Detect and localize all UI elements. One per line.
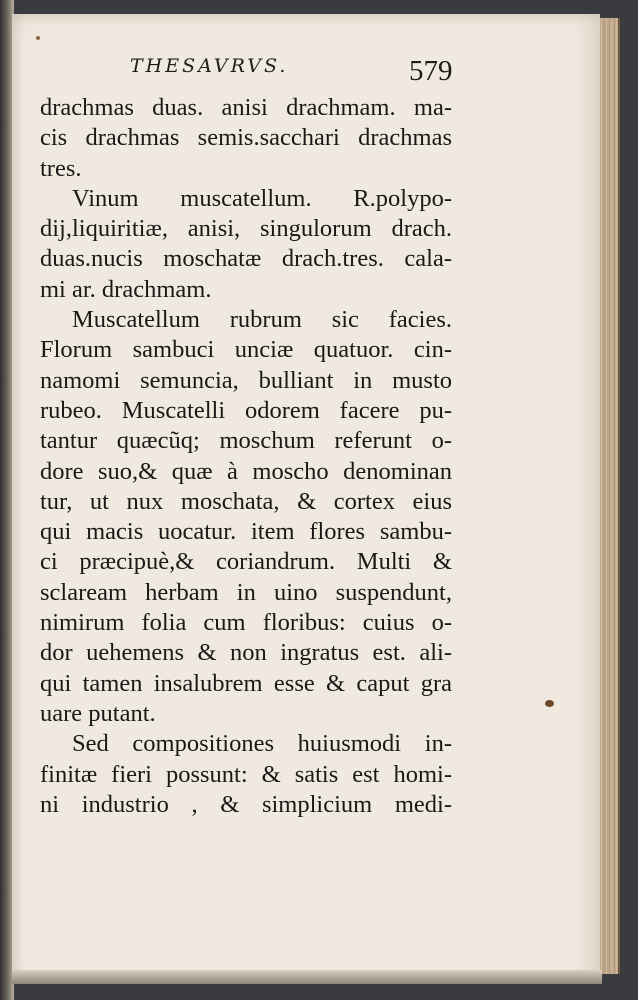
text-line: tantur quæcũq; moschum referunt o-: [40, 427, 452, 455]
text-line: ci præcipuè,& coriandrum. Multi &: [40, 548, 452, 576]
text-line: finitæ fieri possunt: & satis est homi-: [40, 760, 452, 788]
page-number: 579: [409, 55, 453, 87]
text-line: duas.nucis moschatæ drach.tres. cala-: [40, 245, 452, 273]
text-line: uare putant.: [40, 699, 156, 727]
text-line: Sed compositiones huiusmodi in-: [72, 730, 452, 758]
text-line: dore suo,& quæ à moscho denominan: [40, 457, 452, 485]
text-line: Muscatellum rubrum sic facies.: [72, 306, 452, 334]
text-line: dor uehemens & non ingratus est. ali-: [40, 639, 452, 667]
body-text: [40, 93, 452, 820]
paper-stain: [545, 700, 554, 707]
text-line: Florum sambuci unciæ quatuor. cin-: [40, 336, 452, 364]
text-line: namomi semuncia, bulliant in musto: [40, 366, 452, 394]
text-line: mi ar. drachmam.: [40, 275, 212, 303]
text-line: tres.: [40, 154, 82, 182]
page-bottom-edge: [12, 970, 602, 984]
text-line: qui tamen insalubrem esse & caput gra: [40, 669, 452, 697]
text-line: ni industrio , & simplicium medi-: [40, 790, 452, 818]
text-line: nimirum folia cum floribus: cuius o-: [40, 609, 452, 637]
text-line: tur, ut nux moschata, & cortex eius: [40, 487, 452, 515]
text-line: qui macis uocatur. item flores sambu-: [40, 518, 452, 546]
text-line: drachmas duas. anisi drachmam. ma-: [40, 94, 452, 121]
text-line: Vinum muscatellum. R.polypo-: [72, 184, 452, 212]
text-line: sclaream herbam in uino suspendunt,: [40, 578, 452, 606]
paper-stain: [36, 36, 40, 40]
text-line: rubeo. Muscatelli odorem facere pu-: [40, 396, 452, 424]
running-head: THESAVRVS.: [130, 55, 289, 77]
text-line: dij,liquiritiæ, anisi, singulorum drach.: [40, 215, 452, 243]
text-line: cis drachmas semis.sacchari drachmas: [40, 124, 452, 152]
